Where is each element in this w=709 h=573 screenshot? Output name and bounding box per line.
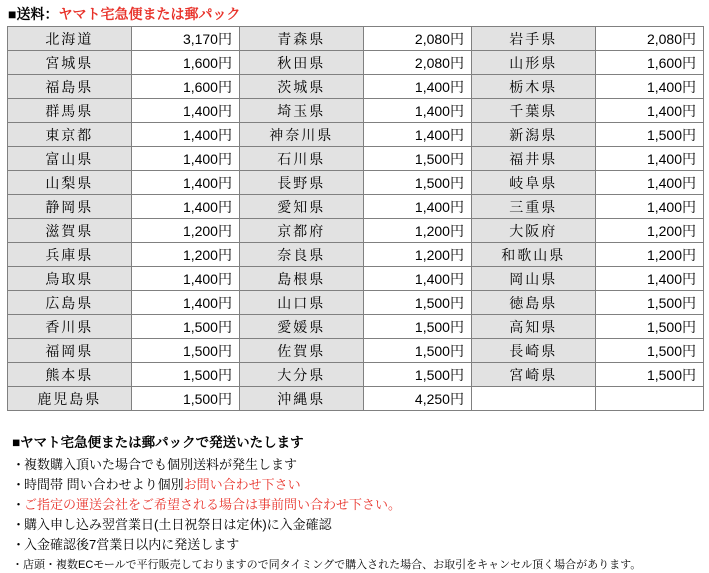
fee-cell: 1,400円 — [131, 195, 239, 219]
fee-cell: 1,400円 — [363, 123, 471, 147]
prefecture-cell: 大阪府 — [471, 219, 595, 243]
table-row — [8, 147, 704, 171]
fee-cell: 1,500円 — [131, 339, 239, 363]
fee-cell: 2,080円 — [595, 27, 703, 51]
prefecture-cell: 和歌山県 — [471, 243, 595, 267]
note-item — [12, 455, 703, 475]
prefecture-cell: 佐賀県 — [239, 339, 363, 363]
prefecture-cell: 福井県 — [471, 147, 595, 171]
prefecture-cell: 福岡県 — [8, 339, 132, 363]
table-row — [8, 243, 704, 267]
notes-footnote: ・店頭・複数ECモールで平行販売しておりますので同タイミングで購入された場合、お取引をキャンセル頂く場合があります。 — [12, 559, 642, 571]
table-row — [8, 267, 704, 291]
notes-section — [12, 433, 703, 573]
prefecture-cell: 新潟県 — [471, 123, 595, 147]
fee-cell: 1,400円 — [131, 99, 239, 123]
notes-list — [12, 455, 703, 555]
prefecture-cell: 滋賀県 — [8, 219, 132, 243]
fee-cell: 1,500円 — [595, 339, 703, 363]
prefecture-cell: 青森県 — [239, 27, 363, 51]
note-text: お問い合わせ下さい — [183, 477, 301, 492]
table-row — [8, 51, 704, 75]
fee-cell: 1,400円 — [131, 171, 239, 195]
prefecture-cell: 千葉県 — [471, 99, 595, 123]
page-title-accent: ヤマト宅急便または郵パック — [58, 6, 241, 22]
table-row — [8, 363, 704, 387]
notes-title: ■ヤマト宅急便または郵パックで発送いたします — [12, 435, 304, 450]
fee-cell: 1,400円 — [363, 75, 471, 99]
note-text: 入金確認後7営業日以内に発送します — [24, 537, 240, 552]
fee-cell: 1,500円 — [363, 339, 471, 363]
prefecture-cell: 岩手県 — [471, 27, 595, 51]
fee-cell: 1,400円 — [131, 267, 239, 291]
prefecture-cell: 愛媛県 — [239, 315, 363, 339]
note-item — [12, 495, 703, 515]
fee-cell: 1,500円 — [363, 171, 471, 195]
bullet-dot-icon: ・ — [12, 457, 26, 472]
prefecture-cell: 香川県 — [8, 315, 132, 339]
prefecture-cell: 愛知県 — [239, 195, 363, 219]
prefecture-cell: 熊本県 — [8, 363, 132, 387]
empty-cell — [595, 387, 703, 411]
fee-cell: 1,200円 — [595, 243, 703, 267]
bullet-dot-icon: ・ — [12, 497, 26, 512]
prefecture-cell: 兵庫県 — [8, 243, 132, 267]
fee-cell: 1,400円 — [595, 267, 703, 291]
fee-cell: 1,500円 — [595, 291, 703, 315]
fee-cell: 1,400円 — [595, 171, 703, 195]
fee-cell: 1,500円 — [131, 315, 239, 339]
prefecture-cell: 静岡県 — [8, 195, 132, 219]
bullet-square-icon: ■ — [8, 6, 17, 22]
prefecture-cell: 埼玉県 — [239, 99, 363, 123]
fee-cell: 1,400円 — [131, 291, 239, 315]
prefecture-cell: 広島県 — [8, 291, 132, 315]
bullet-dot-icon: ・ — [12, 477, 26, 492]
fee-cell: 1,500円 — [363, 315, 471, 339]
prefecture-cell: 山口県 — [239, 291, 363, 315]
fee-cell: 1,500円 — [595, 363, 703, 387]
note-text: 購入申し込み翌営業日(土日祝祭日は定休)に入金確認 — [24, 517, 332, 532]
prefecture-cell: 群馬県 — [8, 99, 132, 123]
fee-cell: 1,200円 — [363, 219, 471, 243]
table-row — [8, 291, 704, 315]
prefecture-cell: 北海道 — [8, 27, 132, 51]
prefecture-cell: 福島県 — [8, 75, 132, 99]
table-row — [8, 75, 704, 99]
fee-cell: 1,400円 — [595, 147, 703, 171]
prefecture-cell: 三重県 — [471, 195, 595, 219]
prefecture-cell: 栃木県 — [471, 75, 595, 99]
fee-cell: 1,500円 — [131, 363, 239, 387]
note-text: 複数購入頂いた場合でも個別送料が発生します — [24, 457, 298, 472]
table-row — [8, 339, 704, 363]
fee-cell: 1,200円 — [363, 243, 471, 267]
page-title — [8, 6, 703, 22]
prefecture-cell: 沖縄県 — [239, 387, 363, 411]
note-item — [12, 475, 703, 495]
note-text: ご指定の運送会社をご希望される場合は事前問い合わせ下さい。 — [24, 497, 402, 512]
fee-cell: 1,400円 — [595, 99, 703, 123]
fee-cell: 1,500円 — [363, 147, 471, 171]
prefecture-cell: 鹿児島県 — [8, 387, 132, 411]
fee-cell: 1,200円 — [131, 219, 239, 243]
prefecture-cell: 岡山県 — [471, 267, 595, 291]
table-row — [8, 171, 704, 195]
fee-cell: 1,400円 — [363, 99, 471, 123]
fee-cell: 1,500円 — [363, 291, 471, 315]
fee-cell: 1,500円 — [363, 363, 471, 387]
prefecture-cell: 山形県 — [471, 51, 595, 75]
prefecture-cell: 高知県 — [471, 315, 595, 339]
note-item — [12, 515, 703, 535]
fee-cell: 4,250円 — [363, 387, 471, 411]
page-title-label: 送料： — [16, 6, 59, 22]
fee-cell: 1,600円 — [595, 51, 703, 75]
prefecture-cell: 東京都 — [8, 123, 132, 147]
fee-cell: 1,600円 — [131, 51, 239, 75]
fee-cell: 1,500円 — [131, 387, 239, 411]
prefecture-cell: 神奈川県 — [239, 123, 363, 147]
prefecture-cell: 宮崎県 — [471, 363, 595, 387]
fee-cell: 1,200円 — [131, 243, 239, 267]
prefecture-cell: 奈良県 — [239, 243, 363, 267]
prefecture-cell: 宮城県 — [8, 51, 132, 75]
shipping-fee-table-body — [8, 27, 704, 411]
table-row — [8, 315, 704, 339]
fee-cell: 1,500円 — [595, 123, 703, 147]
prefecture-cell: 徳島県 — [471, 291, 595, 315]
fee-cell: 2,080円 — [363, 27, 471, 51]
empty-cell — [471, 387, 595, 411]
fee-cell: 1,400円 — [131, 147, 239, 171]
table-row — [8, 27, 704, 51]
bullet-dot-icon: ・ — [12, 517, 26, 532]
table-row — [8, 99, 704, 123]
prefecture-cell: 茨城県 — [239, 75, 363, 99]
shipping-fee-table — [7, 26, 704, 411]
table-row — [8, 195, 704, 219]
prefecture-cell: 長崎県 — [471, 339, 595, 363]
table-row — [8, 387, 704, 411]
table-row — [8, 219, 704, 243]
fee-cell: 1,400円 — [363, 195, 471, 219]
note-item — [12, 535, 703, 555]
prefecture-cell: 大分県 — [239, 363, 363, 387]
fee-cell: 2,080円 — [363, 51, 471, 75]
prefecture-cell: 岐阜県 — [471, 171, 595, 195]
fee-cell: 1,200円 — [595, 219, 703, 243]
prefecture-cell: 鳥取県 — [8, 267, 132, 291]
fee-cell: 1,400円 — [595, 75, 703, 99]
prefecture-cell: 石川県 — [239, 147, 363, 171]
prefecture-cell: 山梨県 — [8, 171, 132, 195]
prefecture-cell: 富山県 — [8, 147, 132, 171]
prefecture-cell: 京都府 — [239, 219, 363, 243]
fee-cell: 1,600円 — [131, 75, 239, 99]
bullet-dot-icon: ・ — [12, 537, 26, 552]
fee-cell: 1,400円 — [363, 267, 471, 291]
fee-cell: 1,400円 — [595, 195, 703, 219]
note-text: 時間帯 問い合わせより個別 — [24, 477, 184, 492]
table-row — [8, 123, 704, 147]
fee-cell: 1,500円 — [595, 315, 703, 339]
fee-cell: 3,170円 — [131, 27, 239, 51]
prefecture-cell: 島根県 — [239, 267, 363, 291]
prefecture-cell: 秋田県 — [239, 51, 363, 75]
prefecture-cell: 長野県 — [239, 171, 363, 195]
fee-cell: 1,400円 — [131, 123, 239, 147]
